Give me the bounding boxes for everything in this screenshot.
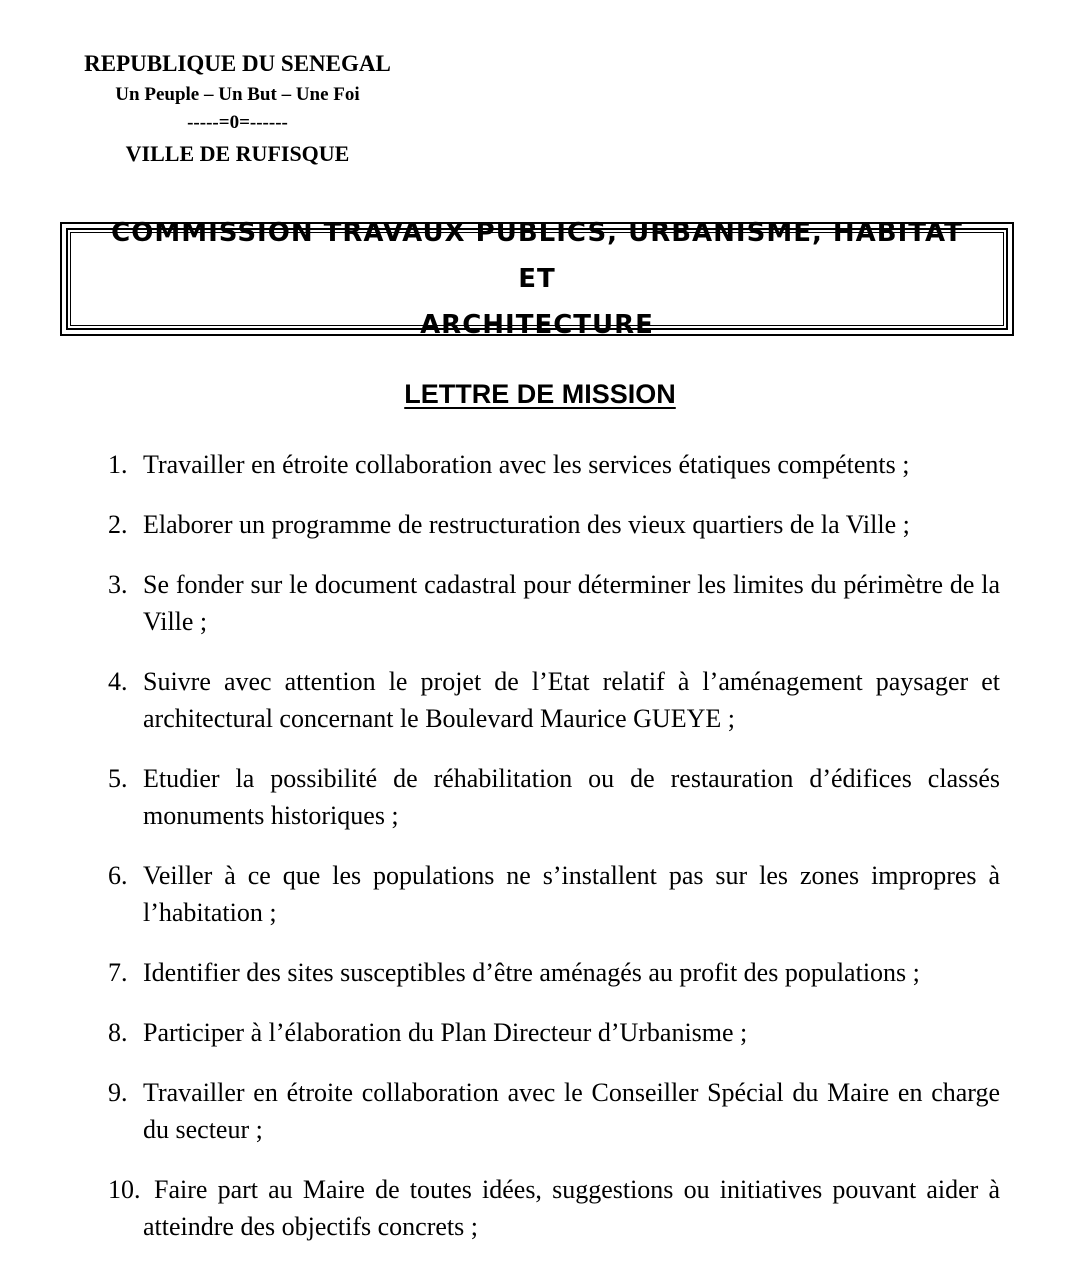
list-item-number: 2. — [108, 510, 128, 539]
header-separator: -----=0=------ — [187, 112, 288, 133]
list-item-number: 8. — [108, 1018, 128, 1047]
list-item-text: Se fonder sur le document cadastral pour déterminer les limites du périmètre de la Ville ; — [143, 570, 1000, 636]
city-name: VILLE DE RUFISQUE — [125, 141, 350, 166]
list-item-text: Veiller à ce que les populations ne s’installent pas sur les zones impropres à l’habitation ; — [143, 861, 1000, 927]
commission-title-line-2: ARCHITECTURE — [420, 310, 654, 340]
list-item — [108, 1074, 1000, 1148]
list-item-number: 9. — [108, 1078, 128, 1107]
list-item-text: Participer à l’élaboration du Plan Directeur d’Urbanisme ; — [143, 1018, 748, 1047]
country-name: REPUBLIQUE DU SENEGAL — [84, 51, 391, 76]
list-item-text: Suivre avec attention le projet de l’Etat relatif à l’aménagement paysager et architectural concernant le Boulevard Maurice GUEYE ; — [143, 667, 1000, 733]
list-item-number: 10. — [108, 1175, 141, 1204]
list-item-text: Elaborer un programme de restructuration des vieux quartiers de la Ville ; — [143, 510, 910, 539]
commission-title-line-1: COMMISSION TRAVAUX PUBLICS, URBANISME, HABITAT ET — [111, 218, 963, 294]
list-item — [108, 506, 1000, 543]
national-motto: Un Peuple – Un But – Une Foi — [115, 84, 360, 105]
commission-title — [71, 210, 1003, 348]
list-item — [108, 857, 1000, 931]
list-item — [108, 566, 1000, 640]
mission-list — [108, 446, 1000, 1268]
list-item — [108, 1014, 1000, 1051]
list-item — [108, 446, 1000, 483]
list-item-number: 6. — [108, 861, 128, 890]
list-item — [108, 1171, 1000, 1245]
list-item-number: 5. — [108, 764, 128, 793]
list-item — [108, 760, 1000, 834]
list-item-text: Travailler en étroite collaboration avec les services étatiques compétents ; — [143, 450, 910, 479]
list-item-number: 1. — [108, 450, 128, 479]
document-title — [0, 376, 1080, 412]
list-item-text: Etudier la possibilité de réhabilitation ou de restauration d’édifices classés monuments historiques ; — [143, 764, 1000, 830]
commission-title-box — [60, 218, 1014, 340]
list-item — [108, 663, 1000, 737]
list-item-text: Identifier des sites susceptibles d’être aménagés au profit des populations ; — [143, 958, 920, 987]
list-item-number: 3. — [108, 570, 128, 599]
document-title-text: LETTRE DE MISSION — [404, 379, 676, 409]
list-item — [108, 954, 1000, 991]
list-item-text: Travailler en étroite collaboration avec le Conseiller Spécial du Maire en charge du secteur ; — [143, 1078, 1000, 1144]
list-item-number: 4. — [108, 667, 128, 696]
letterhead — [60, 48, 415, 170]
list-item-text: Faire part au Maire de toutes idées, suggestions ou initiatives pouvant aider à atteindre des objectifs concrets ; — [143, 1175, 1000, 1241]
list-item-number: 7. — [108, 958, 128, 987]
